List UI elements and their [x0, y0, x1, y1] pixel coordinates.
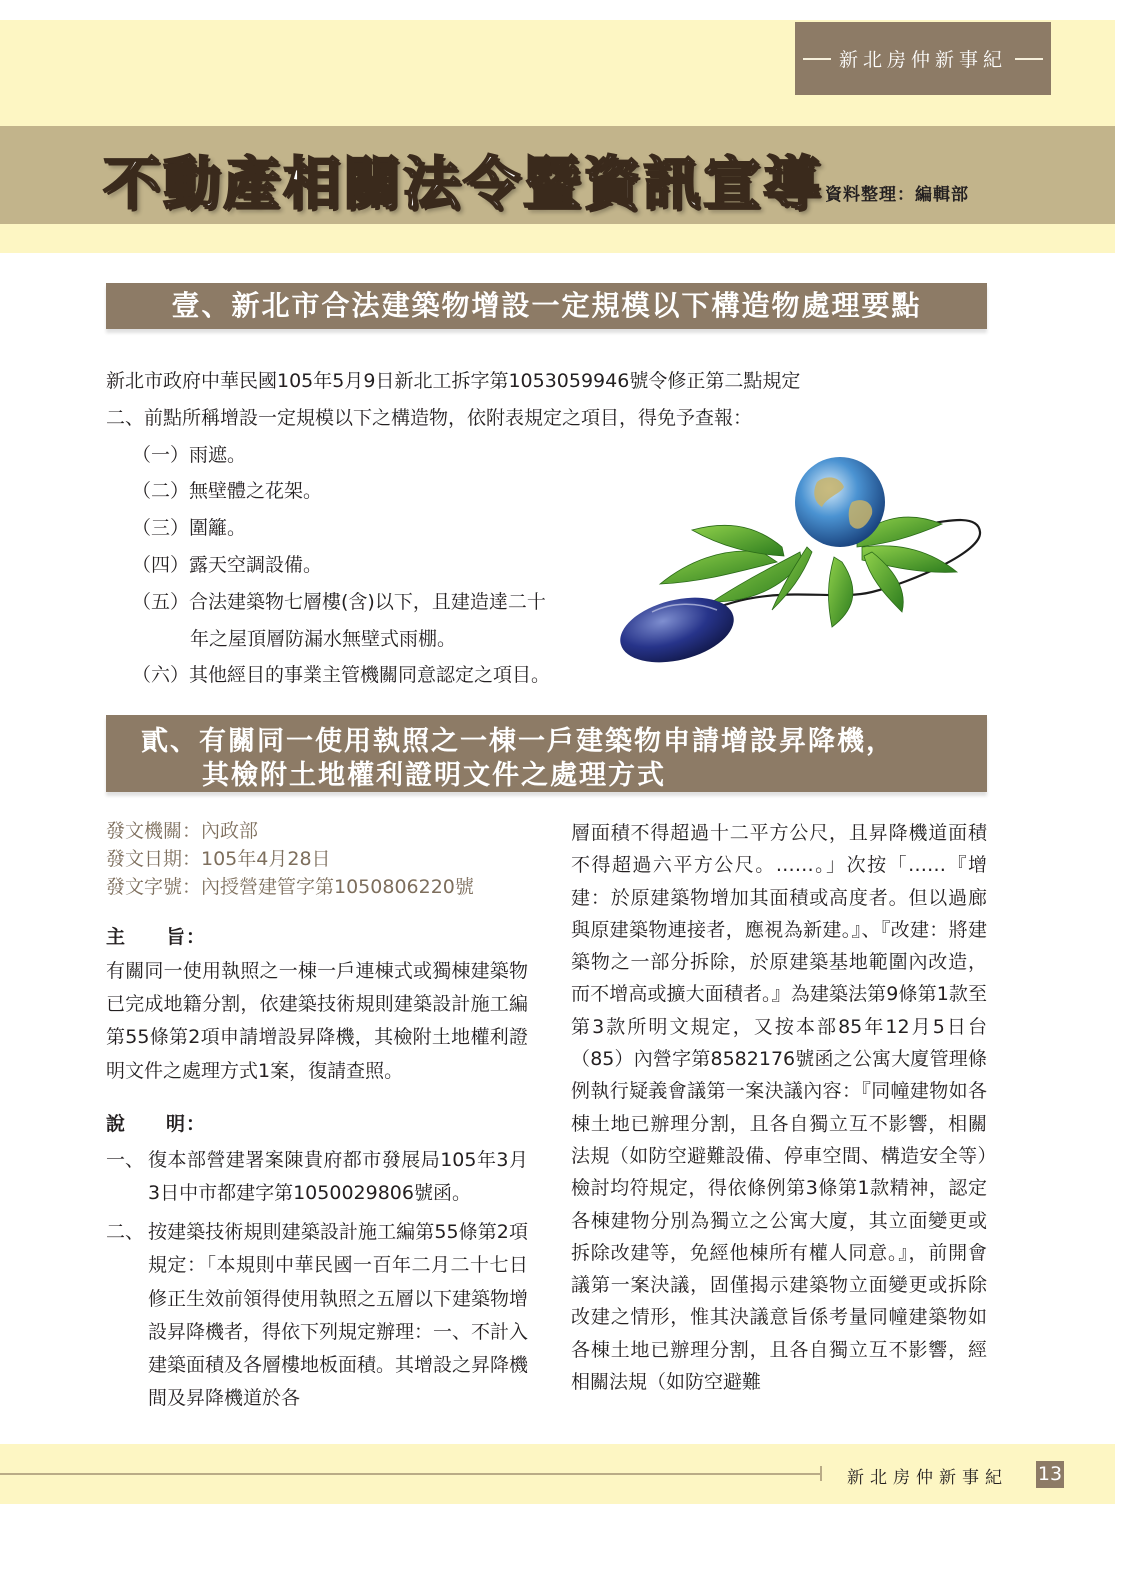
list-item: （三）圍籬。	[132, 517, 247, 540]
issuing-agency: 發文機關：內政部	[106, 820, 259, 842]
explanation-item	[106, 1216, 528, 1415]
list-item: （二）無壁體之花架。	[132, 480, 323, 503]
subject-text: 有關同一使用執照之一棟一戶連棟式或獨棟建築物已完成地籍分割，依建築技術規則建築設計施工編第55條第2項申請增設昇降機，其檢附土地權利證明文件之處理方式1案，復請查照。	[106, 960, 528, 1082]
list-item: （五）合法建築物七層樓(含)以下，且建造達二十	[132, 590, 546, 613]
section-heading-2-line1: 貳、有關同一使用執照之一棟一戶建築物申請增設昇降機，	[141, 726, 895, 757]
item-text: 復本部營建署案陳貴府都市發展局105年3月3日中市都建字第1050029806號函。	[148, 1148, 528, 1205]
page-title: 不動產相關法令暨資訊宣導	[103, 151, 823, 217]
item-number: 二、	[106, 1221, 145, 1244]
tag-dash-left	[803, 58, 831, 60]
explanation-label: 說 明：	[106, 1112, 207, 1135]
left-column	[106, 817, 528, 1415]
section-heading-2-line2: 其檢附土地權利證明文件之處理方式	[202, 760, 666, 791]
list-item: （四）露天空調設備。	[132, 553, 323, 576]
subject-label: 主 旨：	[106, 926, 207, 948]
page-number: 13	[1036, 1461, 1064, 1488]
list-item: （六）其他經目的事業主管機關同意認定之項目。	[132, 664, 551, 687]
column-tag-text: 新北房仲新事紀	[838, 49, 1007, 71]
footer-rule-tick	[820, 1466, 822, 1481]
globe	[795, 457, 885, 547]
list-item: （一）雨遮。	[132, 443, 247, 466]
tag-dash-right	[1015, 58, 1043, 60]
item-text: 按建築技術規則建築設計施工編第55條第2項規定：「本規則中華民國一百年二月二十七日修正生效前領得使用執照之五層以下建築物增設昇降機者，得依下列規定辦理：一、不計入建築面積及各層樓地板面積。其增設之昇降機間及昇降機道於各	[148, 1221, 529, 1410]
explanation-item	[106, 1144, 528, 1210]
globe-mouse-illustration	[612, 452, 992, 687]
section-heading-1: 壹、新北市合法建築物增設一定規模以下構造物處理要點	[106, 283, 987, 329]
rule-line: 二、前點所稱增設一定規模以下之構造物，依附表規定之項目，得免予查報：	[106, 406, 753, 429]
item-number: 一、	[106, 1148, 145, 1171]
list-item-continuation: 年之屋頂層防漏水無壁式雨棚。	[190, 627, 457, 650]
footer-title: 新北房仲新事紀	[847, 1468, 1008, 1488]
column-tag	[795, 22, 1051, 95]
editor-credit: 資料整理：編輯部	[825, 185, 969, 205]
issue-date: 發文日期：105年4月28日	[106, 848, 331, 870]
right-column-text: 層面積不得超過十二平方公尺，且昇降機道面積不得超過六平方公尺。……。」次按「……『增建：於原建築物增加其面積或高度者。但以過廊與原建築物連接者，應視為新建。』、『改建：將建築物之一部分拆除，於原建築基地範圍內改造，而不增高或擴大面積者。』為建築法第9條第1款至第3款所明文規定，又按本部85年12月5日台（85）內營字第8582176號函之公寓大廈管理條例執行疑義會議第一案決議內容：『同幢建物如各棟土地已辦理分割，且各自獨立互不影響，相關法規（如防空避難設備、停車空間、構造安全等）檢討均符規定，得依條例第3條第1款精神，認定各棟建物分別為獨立之公寓大廈，其立面變更或拆除改建等，免經他棟所有權人同意。』，前開會議第一案決議，固僅揭示建築物立面變更或拆除改建之情形，惟其決議意旨係考量同幢建築物如各棟土地已辦理分割，且各自獨立互不影響，經相關法規（如防空避難	[571, 822, 987, 1394]
section-heading-2	[106, 715, 987, 792]
decree-line: 新北市政府中華民國105年5月9日新北工拆字第1053059946號令修正第二點規定	[106, 370, 801, 392]
footer-rule	[0, 1473, 820, 1475]
document-number: 發文字號：內授營建管字第1050806220號	[106, 876, 474, 898]
